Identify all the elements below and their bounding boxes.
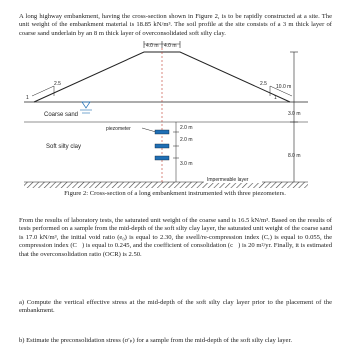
piezo-spacing-3: 3.0 m: [180, 161, 193, 167]
piezometer-icon: [155, 144, 169, 148]
intro-paragraph: A long highway embankment, having the cross-section shown in Figure 2, is to be rapidly constructed at a site. The unit weight of the embankment material is 18.85 kN/m³. The soil profile at the site consists of a 3 m thick layer of coarse sand underlain by an 8 m thick layer of overconsolidated soft silty clay.: [19, 13, 332, 37]
impermeable-layer-label: Impermeable layer: [207, 177, 249, 183]
crest-left-dimension: 4.0 m: [146, 43, 159, 49]
piezo-spacing-1: 2.0 m: [180, 125, 193, 131]
embankment-height-label: 10.0 m: [276, 84, 292, 90]
figure-caption: Figure 2: Cross-section of a long embankment instrumented with three piezometers.: [64, 190, 286, 197]
lab-results-paragraph: From the results of laboratory tests, the saturated unit weight of the coarse sand is 16.5 kN/m³. Based on the results of tests performed on a sample from the mid-depth of the soft silty clay layer, the saturated unit weight of the coarse sand is 17.0 kN/m³, the initial void ratio (e₀) is equal to 2.30, the swell/re-compression index (Cᵣ) is equal to 0.055, the compression index (C꜀) is equal to 0.245, and the coefficient of consolidation (c᪲) is 20 m²/yr. Finally, it is estimated that the overconsolidation ratio (OCR) is 2.50.: [19, 217, 332, 258]
soft-silty-clay-label: Soft silty clay: [46, 144, 82, 150]
water-table-icon: [80, 102, 92, 113]
piezometer-icon: [155, 130, 169, 134]
embankment-cross-section-figure: [24, 38, 308, 188]
piezometer-label: piezometer: [106, 126, 131, 132]
crest-right-dimension: 4.0 m: [164, 43, 177, 49]
question-b: b) Estimate the preconsolidation stress (σ′ₚ) for a sample from the mid-depth of the soft silty clay layer.: [19, 337, 292, 344]
sand-thickness-label: 3.0 m: [288, 111, 301, 117]
left-slope-unit: 1: [26, 95, 29, 101]
right-slope-unit: 1: [274, 95, 277, 101]
coarse-sand-label: Coarse sand: [44, 112, 79, 118]
piezo-spacing-2: 2.0 m: [180, 137, 193, 143]
right-slope-ratio: 2.5: [260, 81, 267, 87]
left-slope-ratio: 2.5: [54, 81, 61, 87]
clay-thickness-label: 8.0 m: [288, 153, 301, 159]
impermeable-layer: [24, 182, 308, 188]
question-a: a) Compute the vertical effective stress at the mid-depth of the soft silty clay layer prior to the placement of the embankment.: [19, 299, 332, 315]
piezometer-icon: [155, 156, 169, 160]
